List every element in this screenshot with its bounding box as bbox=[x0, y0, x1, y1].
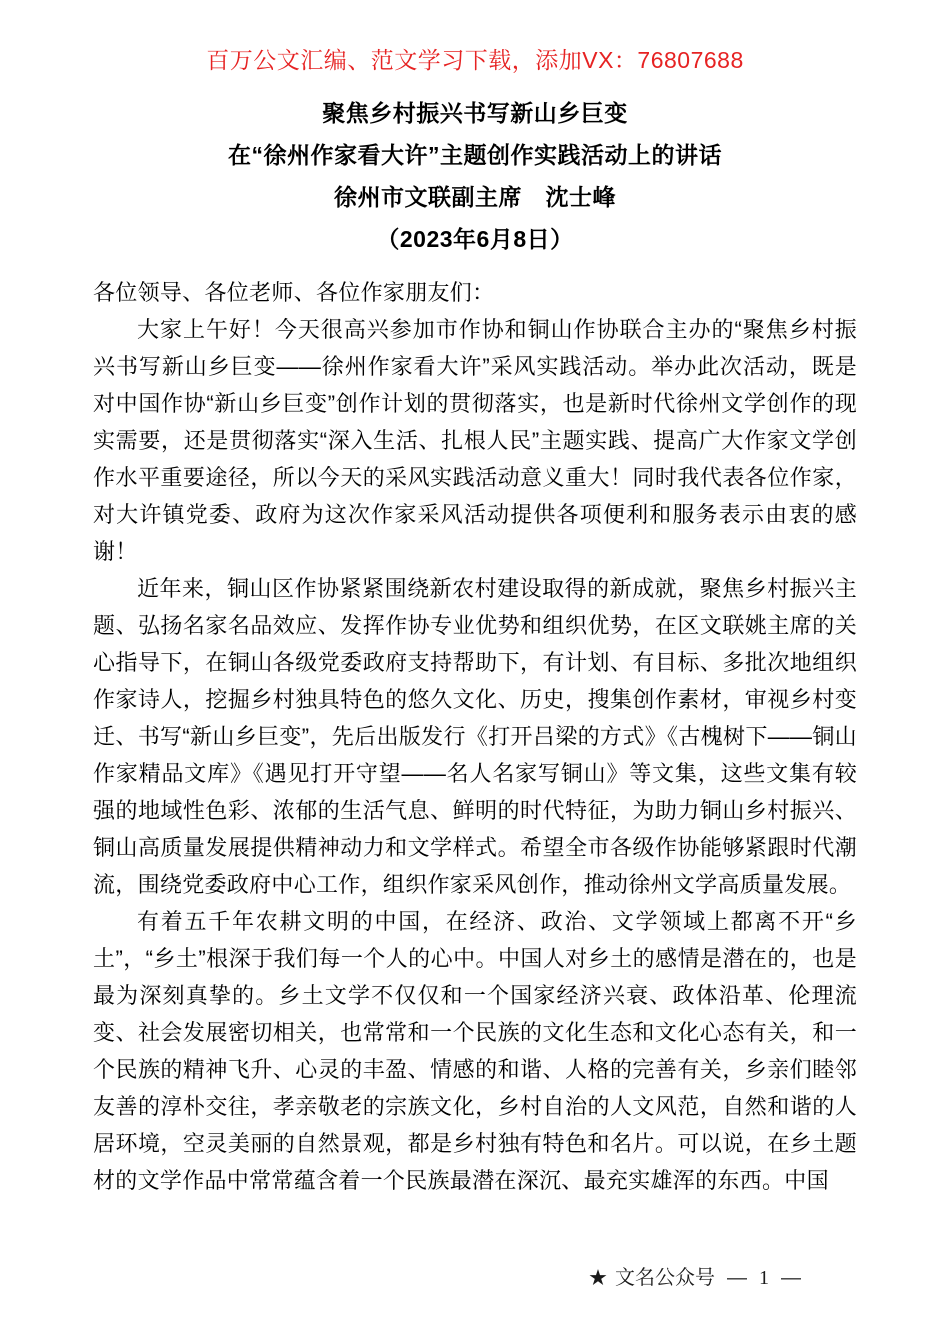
star-icon: ★ bbox=[589, 1268, 607, 1288]
page-number: 1 bbox=[759, 1267, 769, 1289]
paragraph-2: 近年来，铜山区作协紧紧围绕新农村建设取得的新成就，聚焦乡村振兴主题、弘扬名家名品效应、发挥作协专业优势和组织优势，在区文联姚主席的关心指导下，在铜山各级党委政府支持帮助下，有计划、有目标、多批次地组织作家诗人，挖掘乡村独具特色的悠久文化、历史，搜集创作素材，审视乡村变迁、书写“新山乡巨变”，先后出版发行《打开吕梁的方式》《古槐树下——铜山作家精品文库》《遇见打开守望——名人名家写铜山》等文集，这些文集有较强的地域性色彩、浓郁的生活气息、鲜明的时代特征，为助力铜山乡村振兴、铜山高质量发展提供精神动力和文学样式。希望全市各级作协能够紧跟时代潮流，围绕党委政府中心工作，组织作家采风创作，推动徐州文学高质量发展。 bbox=[93, 576, 857, 897]
footer-dash-right: — bbox=[781, 1267, 801, 1289]
salutation: 各位领导、各位老师、各位作家朋友们： bbox=[93, 280, 495, 305]
paragraph-3: 有着五千年农耕文明的中国，在经济、政治、文学领域上都离不开“乡土”，“乡土”根深于我们每一个人的心中。中国人对乡土的感情是潜在的，也是最为深刻真挚的。乡土文学不仅仅和一个国家经济兴衰、政体沿革、伦理流变、社会发展密切相关，也常常和一个民族的文化生态和文化心态有关，和一个民族的精神飞升、心灵的丰盈、情感的和谐、人格的完善有关，乡亲们睦邻友善的淳朴交往，孝亲敬老的宗族文化，乡村自治的人文风范，自然和谐的人居环境，空灵美丽的自然景观，都是乡村独有特色和名片。可以说，在乡土题材的文学作品中常常蕴含着一个民族最潜在深沉、最充实雄浑的东西。中国 bbox=[93, 909, 857, 1193]
footer-dash-left: — bbox=[727, 1267, 747, 1289]
author-line: 徐州市文联副主席 沈士峰 bbox=[334, 184, 616, 210]
document-subtitle: 在“徐州作家看大许”主题创作实践活动上的讲话 bbox=[228, 142, 722, 168]
page-footer bbox=[589, 1264, 813, 1292]
document-body bbox=[93, 274, 857, 1199]
date-line: （2023年6月8日） bbox=[376, 226, 574, 252]
footer-brand: 文名公众号 bbox=[615, 1267, 715, 1289]
header-notice: 百万公文汇编、范文学习下载，添加VX：76807688 bbox=[206, 47, 744, 73]
document-title: 聚焦乡村振兴书写新山乡巨变 bbox=[322, 100, 628, 126]
title-block bbox=[0, 92, 950, 260]
paragraph-1: 大家上午好！今天很高兴参加市作协和铜山作协联合主办的“聚焦乡村振兴书写新山乡巨变——徐州作家看大许”采风实践活动。举办此次活动，既是对中国作协“新山乡巨变”创作计划的贯彻落实，也是新时代徐州文学创作的现实需要，还是贯彻落实“深入生活、扎根人民”主题实践、提高广大作家文学创作水平重要途径，所以今天的采风实践活动意义重大！同时我代表各位作家，对大许镇党委、政府为这次作家采风活动提供各项便利和服务表示由衷的感谢！ bbox=[93, 317, 857, 564]
